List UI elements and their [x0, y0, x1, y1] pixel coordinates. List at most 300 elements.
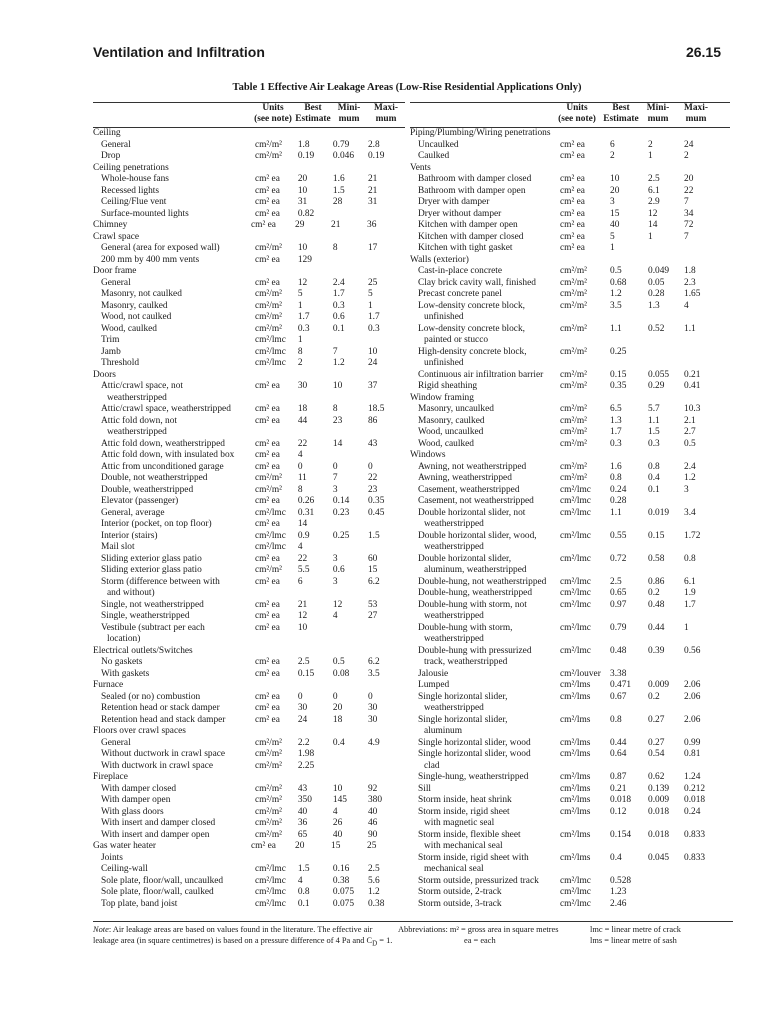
row-maximum: 0: [367, 461, 373, 472]
row-maximum: 1.2: [684, 473, 696, 483]
row-maximum: 0.212: [684, 783, 706, 794]
row-maximum: 0.41: [684, 381, 701, 391]
row-label: With glass doors: [101, 806, 164, 817]
row-maximum: 1.1: [684, 323, 696, 334]
row-maximum: [368, 335, 405, 347]
row-minimum: [654, 864, 690, 876]
col-min: Mini- mum: [646, 103, 670, 124]
row-label: Elevator (passenger): [101, 496, 179, 506]
row-maximum: 72: [684, 220, 694, 230]
row-best-estimate: [295, 370, 331, 382]
row-maximum: 2.3: [684, 277, 696, 288]
row-minimum: 0.54: [648, 749, 665, 759]
row-label: Sliding exterior glass patio: [101, 565, 202, 575]
row-minimum: 0.58: [648, 553, 665, 564]
row-label: Storm inside, flexible sheet: [418, 829, 521, 840]
row-maximum: 36: [367, 220, 377, 230]
table-row: [93, 301, 405, 313]
row-best-estimate: 2.25: [297, 760, 315, 771]
row-units: [552, 393, 602, 405]
row-label: weatherstripped: [424, 703, 484, 713]
row-minimum: [331, 128, 367, 140]
table-row: [410, 715, 730, 727]
row-maximum: [690, 761, 730, 773]
table-row: [93, 174, 405, 186]
row-units: cm²/m²: [560, 289, 587, 299]
table-row: [93, 531, 405, 543]
row-minimum: 14: [332, 438, 343, 449]
table-row: [410, 186, 730, 198]
row-label: Storm inside, rigid sheet: [418, 806, 510, 817]
row-label: Double-hung, weatherstripped: [418, 588, 533, 598]
row-minimum: [648, 669, 684, 681]
row-best-estimate: 0.19: [297, 151, 315, 161]
row-units: [552, 255, 602, 267]
row-best-estimate: 0.21: [610, 783, 627, 794]
row-maximum: 43: [367, 438, 378, 449]
row-best-estimate: [295, 726, 331, 738]
row-best-estimate: 1.1: [610, 323, 622, 334]
row-label: Storm outside, 2-track: [418, 887, 502, 897]
row-units: [552, 163, 602, 175]
table-row: [93, 738, 405, 750]
row-maximum: [690, 726, 730, 738]
table-row: [93, 669, 405, 681]
row-label: Double-hung with storm,: [418, 622, 513, 633]
row-maximum: [367, 232, 405, 244]
table-row: [410, 243, 730, 255]
row-maximum: [368, 255, 405, 267]
row-minimum: 1.6: [332, 174, 345, 184]
row-label: Single horizontal slider,: [418, 691, 508, 702]
row-units: cm²/lmc: [254, 335, 286, 345]
row-maximum: 1.9: [684, 588, 696, 598]
row-label: location): [107, 634, 141, 644]
table-row: [410, 335, 730, 347]
row-units: cm² ea: [254, 611, 280, 621]
table-row: [93, 416, 405, 428]
row-best-estimate: 1.6: [610, 461, 622, 472]
table-row: [410, 508, 730, 520]
row-best-estimate: [295, 266, 331, 278]
row-label: track, weatherstripped: [424, 657, 508, 667]
row-maximum: [368, 450, 405, 462]
row-minimum: 1.7: [332, 289, 345, 299]
row-minimum: 0.045: [648, 852, 670, 863]
row-label: Wood, uncaulked: [418, 427, 484, 437]
row-best-estimate: [616, 312, 654, 324]
table-row: [410, 749, 730, 761]
row-minimum: [331, 163, 367, 175]
row-label: Floors over crawl spaces: [93, 726, 186, 736]
table-row: [410, 140, 730, 152]
row-minimum: 3: [332, 484, 338, 495]
row-units: cm²/m²: [560, 404, 587, 414]
row-maximum: 0.833: [684, 852, 706, 863]
row-units: cm²/lms: [560, 783, 591, 794]
row-units: cm²/m²: [560, 427, 587, 437]
row-label: Cast-in-place concrete: [418, 266, 503, 276]
row-units: cm² ea: [254, 277, 280, 288]
row-maximum: 37: [367, 381, 378, 391]
row-minimum: 0.62: [648, 772, 665, 782]
row-units: cm²/lmc: [254, 346, 286, 357]
row-minimum: 0.28: [648, 289, 665, 299]
row-label: Low-density concrete block,: [418, 323, 525, 334]
row-label: With damper open: [101, 795, 171, 805]
row-best-estimate: [295, 232, 331, 244]
row-label: aluminum, weatherstripped: [424, 565, 527, 575]
row-label: Attic fold down, not: [101, 415, 178, 426]
row-label: Retention head and stack damper: [101, 714, 226, 725]
row-maximum: [369, 588, 405, 600]
col-units: Units (see note): [254, 103, 292, 124]
row-maximum: [367, 680, 405, 692]
row-minimum: 0.075: [332, 898, 354, 909]
table-row: [93, 841, 405, 853]
row-best-estimate: 24: [297, 714, 308, 725]
row-units: [566, 611, 616, 623]
row-label: Single, not weatherstripped: [101, 599, 204, 610]
row-minimum: [333, 542, 368, 554]
row-maximum: [367, 163, 405, 175]
table-row: [410, 266, 730, 278]
row-minimum: 0.2: [648, 691, 660, 702]
row-best-estimate: [295, 646, 331, 658]
row-units: cm² ea: [254, 404, 280, 414]
row-maximum: [684, 899, 724, 911]
table-row: [410, 634, 730, 646]
row-label: mechanical seal: [424, 864, 484, 874]
row-label: Crawl space: [93, 231, 140, 242]
row-best-estimate: 15: [610, 208, 620, 219]
row-minimum: 10: [332, 783, 343, 794]
row-best-estimate: 0.65: [610, 588, 627, 598]
row-maximum: 17: [367, 243, 378, 253]
row-minimum: [333, 519, 368, 531]
row-label: unfinished: [424, 312, 464, 322]
row-minimum: [654, 611, 690, 623]
row-label: Wood, not caulked: [101, 312, 172, 322]
row-units: cm²/m²: [254, 749, 282, 759]
table-row: [410, 174, 730, 186]
table-row: [93, 830, 405, 842]
row-label: Low-density concrete block,: [418, 300, 525, 311]
row-maximum: 92: [367, 783, 378, 794]
row-label: Ceiling: [93, 128, 121, 138]
row-best-estimate: 22: [297, 553, 308, 564]
row-minimum: [640, 128, 676, 140]
row-units: cm² ea: [254, 703, 280, 713]
row-label: unfinished: [424, 358, 464, 368]
row-best-estimate: 1: [297, 335, 303, 345]
row-best-estimate: 0.15: [297, 668, 315, 679]
row-label: No gaskets: [101, 657, 143, 667]
table-row: [410, 899, 730, 911]
row-units: cm² ea: [560, 220, 585, 230]
table-row: [93, 324, 405, 336]
row-minimum: 0.3: [648, 438, 660, 449]
row-minimum: [331, 726, 367, 738]
row-best-estimate: 1: [610, 243, 615, 253]
row-maximum: 2.7: [684, 427, 696, 437]
row-maximum: [367, 772, 405, 784]
row-label: weatherstripped: [424, 634, 484, 644]
row-minimum: [648, 347, 684, 359]
row-label: With insert and damper open: [101, 829, 210, 840]
row-units: cm² ea: [254, 691, 280, 702]
row-minimum: 0.15: [648, 530, 665, 541]
row-units: cm²/m²: [254, 243, 282, 253]
row-label: Double horizontal slider, not: [418, 507, 526, 518]
row-label: weatherstripped: [424, 611, 484, 621]
row-units: cm²/m²: [254, 151, 282, 161]
table-row: [93, 243, 405, 255]
row-label: aluminum: [424, 726, 463, 736]
row-best-estimate: [616, 818, 654, 830]
row-label: weatherstripped: [424, 519, 484, 529]
row-minimum: 0.075: [332, 887, 354, 897]
row-maximum: [690, 657, 730, 669]
row-label: Casement, weatherstripped: [418, 484, 520, 495]
row-minimum: 0.44: [648, 622, 665, 633]
row-maximum: 2.5: [367, 864, 380, 874]
row-label: Masonry, not caulked: [101, 289, 182, 299]
row-maximum: 4.9: [367, 737, 380, 748]
row-label: Attic/crawl space, not: [101, 381, 183, 391]
row-units: cm²/lmc: [254, 530, 286, 541]
row-units: cm²/lmc: [560, 588, 591, 598]
row-best-estimate: 0.528: [610, 875, 632, 886]
table-row: [93, 485, 405, 497]
row-maximum: [690, 841, 730, 853]
row-minimum: 8: [332, 243, 338, 253]
row-label: Window framing: [410, 392, 474, 403]
row-maximum: 0.81: [684, 749, 701, 759]
row-units: cm²/m²: [254, 829, 282, 840]
row-units: cm²/lms: [560, 737, 591, 748]
row-units: cm²/m²: [254, 312, 282, 322]
row-best-estimate: [300, 634, 334, 646]
row-maximum: 15: [367, 565, 378, 575]
row-minimum: 0.018: [648, 806, 670, 817]
table-row: [93, 312, 405, 324]
row-label: Continuous air infiltration barrier: [418, 369, 544, 380]
row-units: [566, 335, 616, 347]
row-maximum: [676, 128, 716, 140]
row-units: cm²/m²: [254, 806, 282, 817]
row-label: Caulked: [418, 151, 450, 161]
table-row: [93, 657, 405, 669]
row-label: Single horizontal slider,: [418, 714, 508, 725]
table-row: [93, 220, 405, 232]
row-best-estimate: 0.5: [610, 266, 622, 276]
row-maximum: [690, 864, 730, 876]
row-label: Casement, not weatherstripped: [418, 496, 534, 506]
row-units: cm² ea: [254, 461, 280, 472]
row-maximum: 6.2: [367, 576, 380, 587]
row-label: with mechanical seal: [424, 841, 503, 851]
row-label: Clay brick cavity wall, finished: [418, 277, 536, 288]
row-maximum: 60: [367, 553, 378, 564]
row-best-estimate: 0.25: [610, 346, 627, 357]
table-row: [93, 450, 405, 462]
row-best-estimate: [616, 611, 654, 623]
row-best-estimate: 0.24: [610, 484, 627, 495]
row-label: Kitchen with damper closed: [418, 231, 524, 242]
row-units: cm² ea: [254, 208, 280, 219]
row-minimum: [334, 427, 368, 439]
table-row: [410, 577, 730, 589]
row-label: General: [101, 737, 131, 748]
table-row: [93, 623, 405, 635]
row-units: [566, 657, 616, 669]
row-minimum: [648, 876, 684, 888]
table-row: [410, 657, 730, 669]
row-best-estimate: 1.98: [297, 749, 315, 759]
row-units: cm² ea: [254, 519, 280, 529]
table-row: [93, 807, 405, 819]
row-minimum: 0.16: [332, 864, 350, 874]
row-minimum: 0.23: [332, 507, 350, 518]
page-header: [93, 44, 721, 64]
row-best-estimate: 4: [297, 875, 303, 886]
row-best-estimate: 1.2: [610, 289, 622, 299]
row-maximum: 10: [367, 346, 378, 357]
row-minimum: 0.25: [332, 530, 350, 541]
row-best-estimate: 2.2: [297, 737, 310, 748]
row-minimum: 2: [648, 139, 653, 150]
row-label: Double horizontal slider, wood,: [418, 530, 537, 541]
row-best-estimate: [298, 853, 333, 865]
row-maximum: 6.2: [367, 657, 380, 667]
row-minimum: 0.05: [648, 277, 665, 288]
row-minimum: [654, 565, 690, 577]
row-units: cm²/lmc: [560, 553, 591, 564]
row-label: Windows: [410, 450, 446, 460]
table-row: [410, 565, 730, 577]
row-best-estimate: [602, 450, 640, 462]
row-label: Dryer with damper: [418, 197, 490, 207]
row-maximum: 1.5: [367, 530, 380, 541]
row-maximum: [367, 266, 405, 278]
row-best-estimate: 3.38: [610, 668, 627, 679]
row-label: Single, weatherstripped: [101, 611, 190, 621]
row-units: [566, 312, 616, 324]
row-maximum: 27: [367, 611, 378, 621]
row-units: cm²/m²: [254, 300, 282, 311]
row-label: Attic fold down, with insulated box: [101, 450, 235, 460]
row-maximum: 40: [367, 806, 378, 817]
row-best-estimate: [295, 680, 331, 692]
row-best-estimate: 0.8: [610, 473, 622, 483]
row-minimum: 15: [331, 841, 341, 851]
row-minimum: 40: [332, 829, 343, 840]
row-best-estimate: 10: [297, 185, 308, 196]
row-best-estimate: 44: [297, 415, 308, 426]
row-maximum: 2.06: [684, 714, 701, 725]
row-maximum: 25: [367, 841, 377, 851]
table-row: [93, 370, 405, 382]
col-max: Maxi- mum: [374, 103, 398, 124]
row-minimum: [654, 726, 690, 738]
row-label: Lumped: [418, 680, 450, 690]
row-units: cm²/m²: [254, 473, 282, 483]
row-best-estimate: 31: [297, 197, 308, 207]
row-units: cm²/lms: [560, 749, 591, 759]
table-row: [410, 680, 730, 692]
row-minimum: [648, 887, 684, 899]
table-row: [93, 726, 405, 738]
row-label: Sole plate, floor/wall, uncaulked: [101, 875, 224, 886]
row-best-estimate: 5.5: [297, 565, 310, 575]
row-minimum: 0.27: [648, 714, 665, 725]
row-minimum: 8: [332, 404, 338, 414]
row-label: Double-hung with pressurized: [418, 645, 532, 656]
row-best-estimate: 20: [297, 174, 308, 184]
row-best-estimate: 0.8: [297, 887, 310, 897]
page-number: 26.15: [685, 44, 721, 60]
row-minimum: 0: [332, 461, 338, 472]
table-row: [93, 278, 405, 290]
row-maximum: 86: [367, 415, 378, 426]
row-label: Double, weatherstripped: [101, 484, 194, 495]
table-row: [410, 301, 730, 313]
row-label: Wood, caulked: [101, 323, 157, 334]
row-maximum: 21: [367, 185, 378, 196]
table-row: [93, 887, 405, 899]
row-label: Wood, caulked: [418, 438, 474, 449]
row-units: cm²/lmc: [254, 542, 286, 552]
col-max: Maxi- mum: [684, 103, 708, 124]
table-footnote: [93, 921, 733, 948]
row-units: cm²/louver: [560, 668, 601, 679]
row-units: cm² ea: [560, 243, 585, 253]
row-label: Single horizontal slider, wood: [418, 737, 531, 748]
row-minimum: 0.39: [648, 645, 665, 656]
row-units: cm² ea: [251, 220, 276, 230]
row-best-estimate: [602, 393, 640, 405]
row-maximum: 2.06: [684, 691, 701, 702]
row-units: cm²/m²: [254, 289, 282, 299]
row-label: weatherstripped: [107, 392, 167, 403]
table-row: [93, 600, 405, 612]
table-row: [410, 232, 730, 244]
table-row: [410, 393, 730, 405]
row-maximum: 1.24: [684, 772, 701, 782]
row-units: cm²/lmc: [560, 599, 591, 610]
table-row: [410, 381, 730, 393]
row-best-estimate: 0: [297, 461, 303, 472]
table-row: [93, 703, 405, 715]
table-row: [410, 703, 730, 715]
row-minimum: 6.1: [648, 185, 660, 196]
row-label: Sole plate, floor/wall, caulked: [101, 887, 214, 897]
table-row: [93, 899, 405, 911]
table-row: [93, 393, 405, 405]
row-minimum: [654, 542, 690, 554]
table-row: [410, 439, 730, 451]
row-units: [258, 393, 300, 405]
row-best-estimate: [295, 128, 331, 140]
row-units: cm²/lmc: [560, 645, 591, 656]
row-maximum: [369, 427, 405, 439]
row-best-estimate: 3: [610, 197, 615, 207]
row-best-estimate: [602, 255, 640, 267]
row-label: High-density concrete block,: [418, 346, 527, 357]
row-label: with magnetic seal: [424, 818, 495, 828]
row-maximum: 1: [367, 300, 373, 311]
